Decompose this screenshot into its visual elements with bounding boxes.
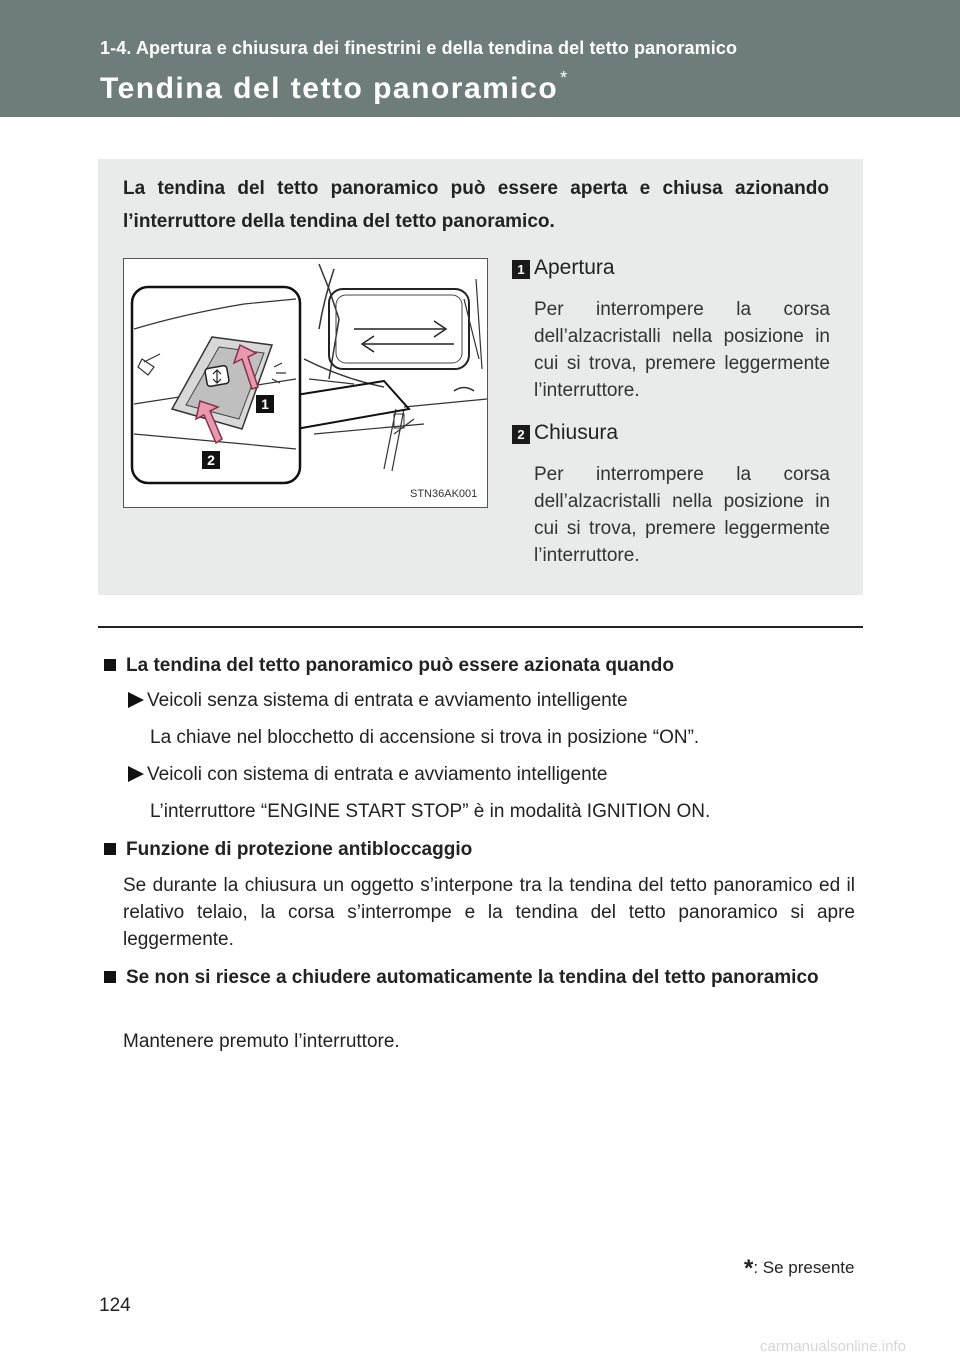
- callout-1: 1: [261, 396, 269, 412]
- page-number: 124: [99, 1295, 131, 1316]
- section-title: 1-4. Apertura e chiusura dei finestrini e della tendina del tetto panoramico: [100, 38, 738, 58]
- condition-text: Veicoli con sistema di entrata e avviamento intelligente: [147, 764, 608, 785]
- optional-mark: *: [560, 68, 569, 88]
- watermark: carmanualsonline.info: [760, 1338, 906, 1355]
- note-body: Se durante la chiusura un oggetto s’interpone tra la tendina del tetto panoramico ed il relativo telaio, la corsa s’interrompe e la tendina del tetto panoramico si apre leggermente.: [123, 875, 855, 950]
- intro-text: La tendina del tetto panoramico può essere aperta e chiusa azionando l’interruttore della tendina del tetto panoramico.: [123, 178, 829, 232]
- bullet-square-icon: [104, 843, 116, 855]
- note-heading: [104, 964, 854, 991]
- illustration: [123, 258, 488, 508]
- condition-item: [128, 687, 628, 714]
- bullet-square-icon: [104, 659, 116, 671]
- step-title: Chiusura: [534, 421, 619, 444]
- note-heading: [104, 836, 856, 863]
- page-title: [100, 68, 569, 106]
- page-title-text: Tendina del tetto panoramico: [100, 72, 559, 105]
- note-heading-text: Se non si riesce a chiudere automaticamente la tendina del tetto panoramico: [126, 967, 819, 988]
- footnote: [744, 1252, 854, 1280]
- note-heading-text: La tendina del tetto panoramico può essere azionata quando: [126, 655, 674, 676]
- step-body: Per interrompere la corsa dell’alzacristalli nella posizione in cui si trova, premere leggermente l’interruttore.: [534, 464, 830, 566]
- bullet-square-icon: [104, 971, 116, 983]
- divider: [98, 626, 863, 628]
- condition-item: [128, 761, 607, 788]
- footnote-text: : Se presente: [753, 1258, 855, 1277]
- step-number-badge: 2: [512, 425, 530, 444]
- header-bar: [0, 0, 960, 117]
- step-title: Apertura: [534, 256, 615, 279]
- figure-code: STN36AK001: [410, 488, 478, 500]
- note-heading: [104, 652, 856, 679]
- note-body: Mantenere premuto l’interruttore.: [123, 1031, 400, 1052]
- step-body: Per interrompere la corsa dell’alzacristalli nella posizione in cui si trova, premere leggermente l’interruttore.: [534, 299, 830, 401]
- asterisk-mark: *: [744, 1255, 754, 1282]
- condition-text: Veicoli senza sistema di entrata e avviamento intelligente: [147, 690, 628, 711]
- condition-detail: L’interruttore “ENGINE START STOP” è in modalità IGNITION ON.: [150, 801, 711, 822]
- pointer-triangle-icon: [128, 766, 144, 782]
- note-heading-text: Funzione di protezione antibloccaggio: [126, 839, 473, 860]
- roof-shade-switch-illustration: [124, 259, 487, 507]
- pointer-triangle-icon: [128, 692, 144, 708]
- callout-2: 2: [207, 452, 215, 468]
- step-number-badge: 1: [512, 260, 530, 279]
- condition-detail: La chiave nel blocchetto di accensione si trova in posizione “ON”.: [150, 727, 700, 748]
